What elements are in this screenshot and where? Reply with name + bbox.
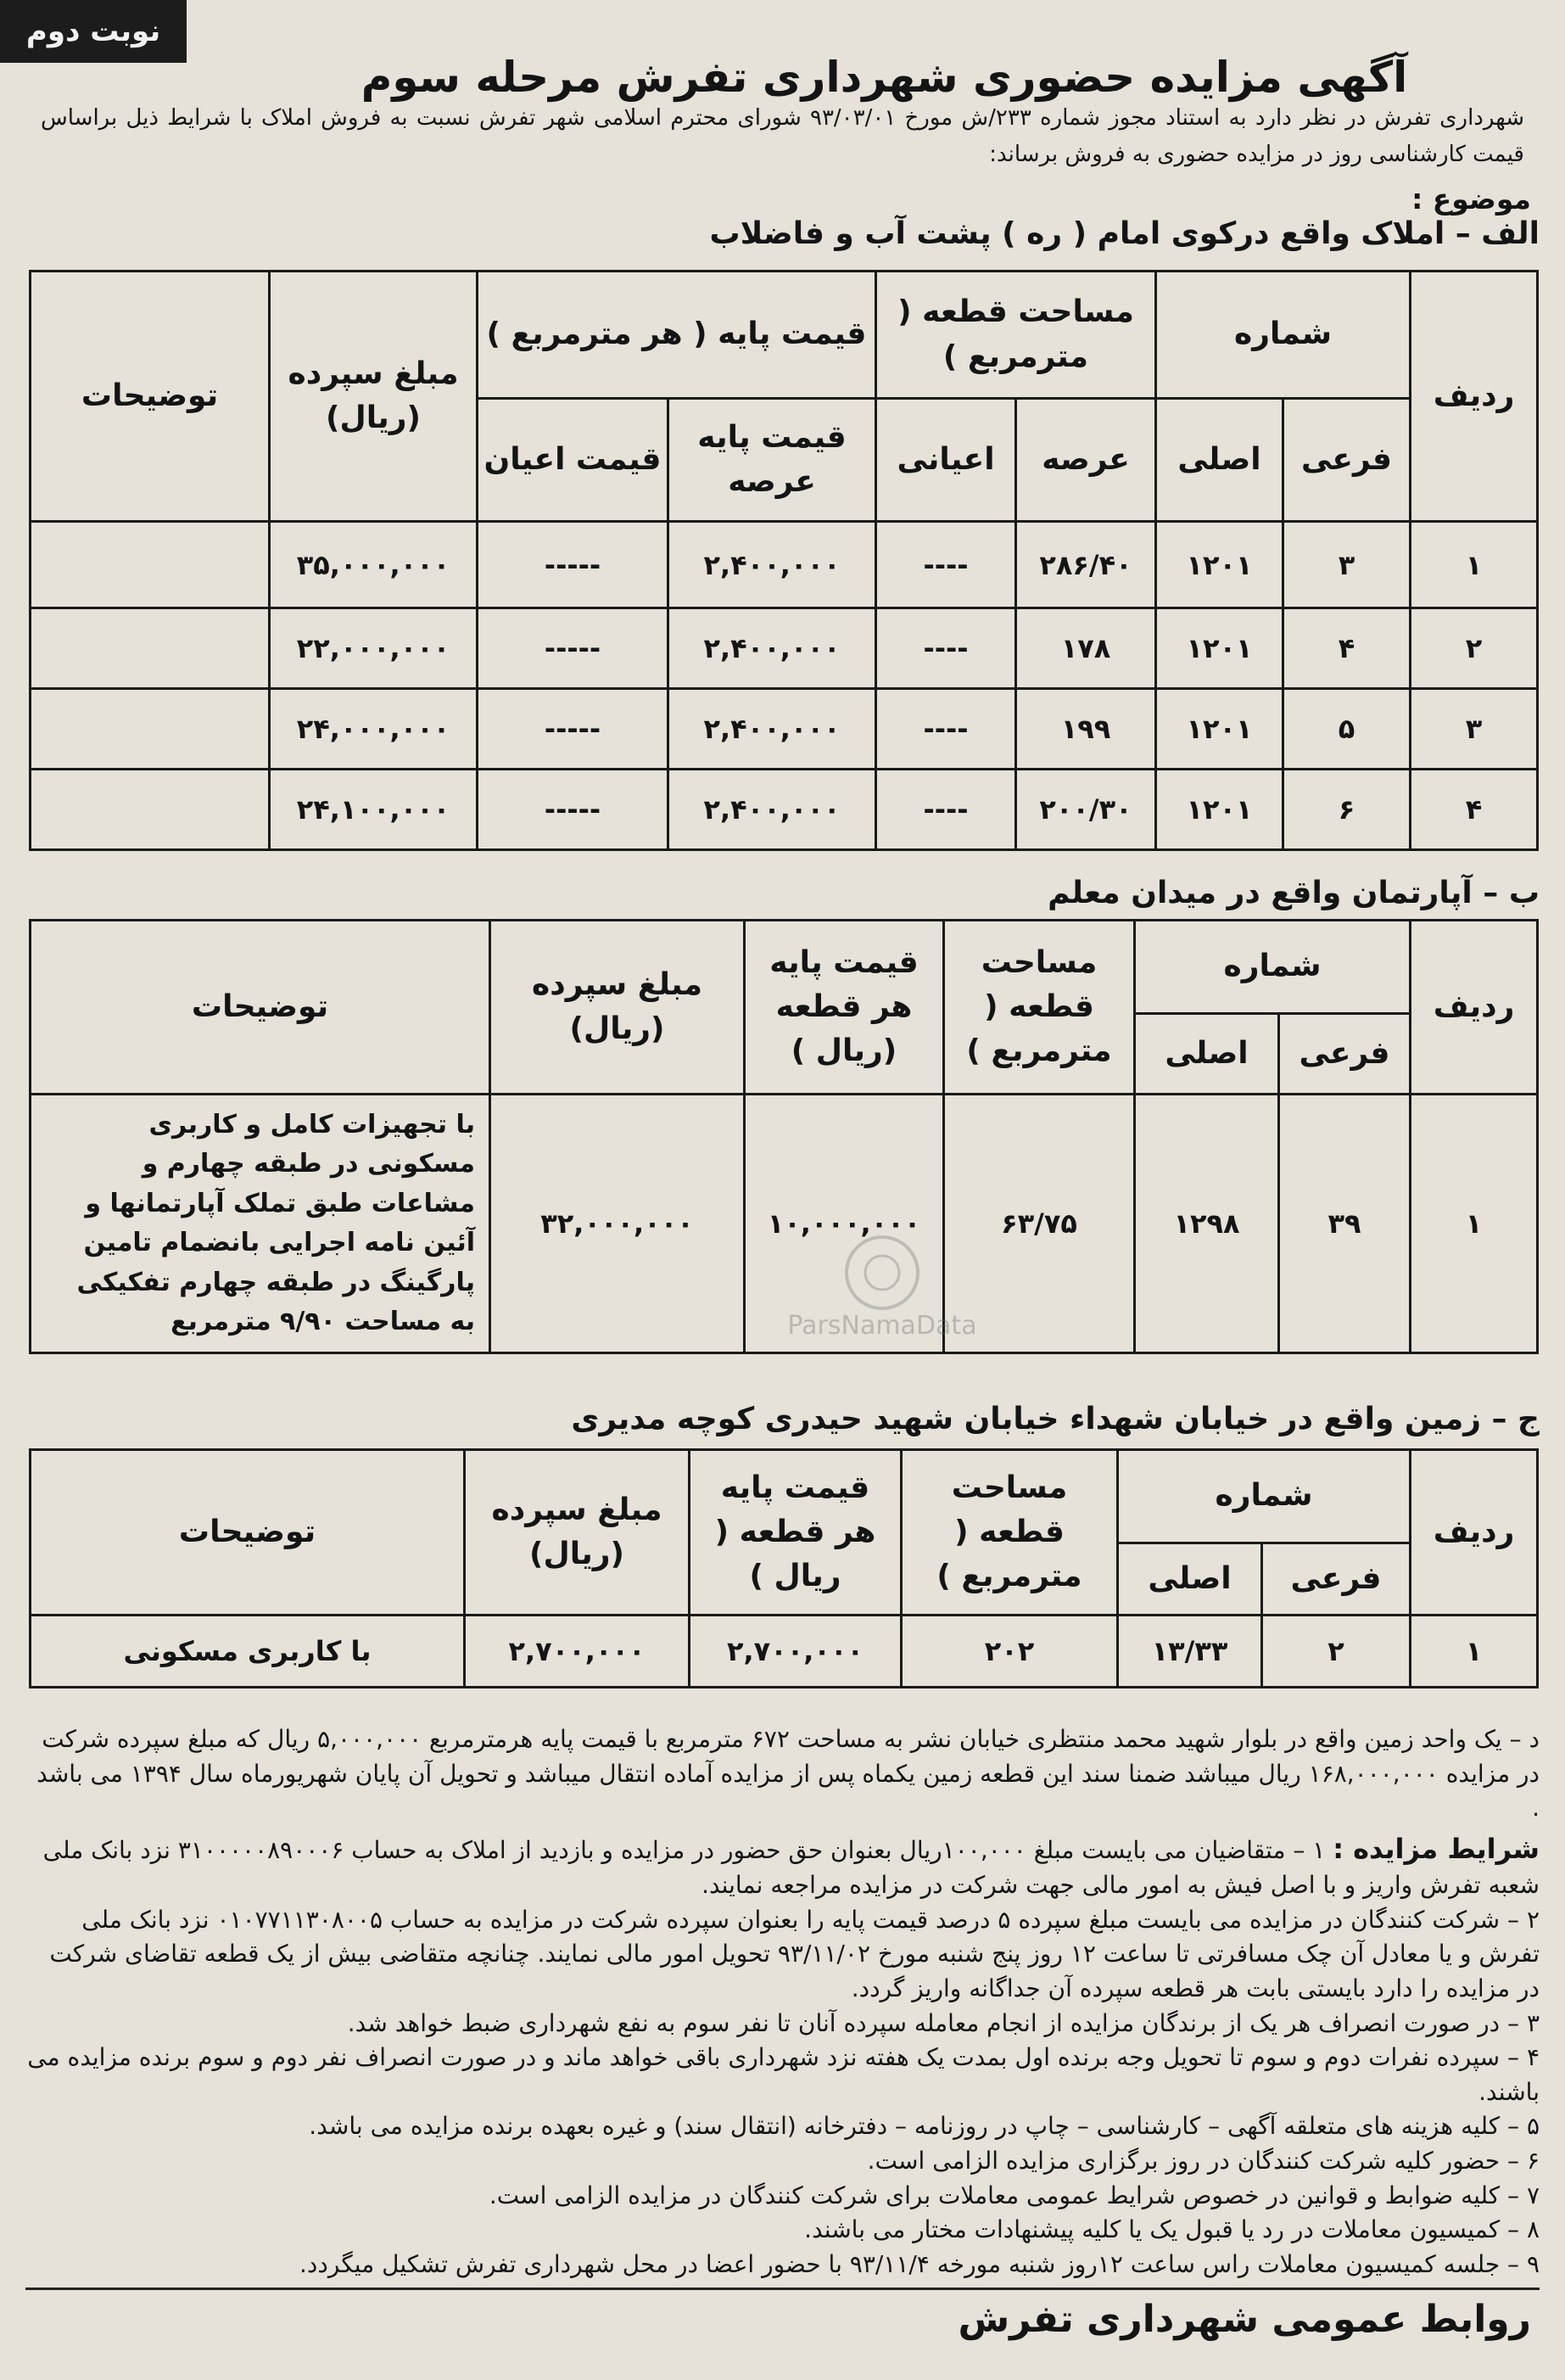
condition-item: ۳ – در صورت انصراف هر یک از برندگان مزایده از انجام معامله سپرده آنان تا نفر سوم به نفع شهرداری ضبط خواهد شد. [347,2008,1540,2037]
cell-deposit: ۲۴,۰۰۰,۰۰۰ [270,689,478,770]
cell-arsa: ۲۸۶/۴۰ [1016,522,1156,608]
condition-item: ۱ – متقاضیان می بایست مبلغ ۱۰۰,۰۰۰ریال بعنوان حق حضور در مزایده و بازدید از املاک به حساب ۳۱۰۰۰۰۰۸۹۰۰۰۶ نزد بانک ملی شعبه تفرش واریز و با اصل فیش به امور مالی جهت شرکت در مزایده مراجعه نمایند. [42,1835,1540,1900]
header-number: شماره [1156,272,1411,399]
header-arsa: عرصه [1016,399,1156,522]
table-row [31,1616,1538,1688]
condition-item: ۸ – کمیسیون معاملات در رد یا قبول یک یا کلیه پیشنهادات مختار می باشند. [804,2215,1540,2244]
table-row [31,689,1538,770]
cell-sub: ۵ [1283,689,1411,770]
section-b-title: ب – آپارتمان واقع در میدان معلم [1048,876,1540,910]
cell-ayani: ---- [876,770,1016,850]
cell-main: ۱۲۰۱ [1156,608,1283,689]
header-area: مساحت قطعه ( مترمربع ) [902,1450,1118,1616]
cell-area: ۲۰۲ [902,1616,1118,1688]
cell-deposit: ۲۴,۱۰۰,۰۰۰ [270,770,478,850]
header-area: مساحت قطعه ( مترمربع ) [876,272,1156,399]
cell-ayani: ---- [876,689,1016,770]
cell-row: ۱ [1411,1095,1538,1353]
cell-main: ۱۲۰۱ [1156,770,1283,850]
cell-main: ۱۲۰۱ [1156,522,1283,608]
cell-deposit: ۲۲,۰۰۰,۰۰۰ [270,608,478,689]
header-notes: توضیحات [31,272,270,522]
header-area: مساحت قطعه ( مترمربع ) [944,921,1135,1095]
intro-paragraph: شهرداری تفرش در نظر دارد به استناد مجوز شماره ۲۳۳/ش مورخ ۹۳/۰۳/۰۱ شورای محترم اسلامی شهر تفرش نسبت به فروش املاک با شرایط ذیل براساس قیمت کارشناسی روز در مزایده حضوری به فروش برساند: [41,105,1524,167]
header-number: شماره [1135,921,1411,1014]
cell-row: ۱ [1411,522,1538,608]
header-base-price: قیمت پایه هر قطعه (ریال ) [745,921,944,1095]
header-number: شماره [1118,1450,1411,1543]
header-row-number: ردیف [1411,272,1538,522]
cell-price-ayan: ----- [478,608,668,689]
header-notes: توضیحات [31,921,490,1095]
cell-main: ۱۲۰۱ [1156,689,1283,770]
cell-price: ۲,۷۰۰,۰۰۰ [690,1616,902,1688]
cell-row: ۳ [1411,689,1538,770]
cell-row: ۴ [1411,770,1538,850]
cell-ayani: ---- [876,522,1016,608]
page-title: آگهی مزایده حضوری شهرداری تفرش مرحله سوم [361,53,1408,102]
cell-area: ۶۳/۷۵ [944,1095,1135,1353]
cell-notes: با تجهیزات کامل و کاربری مسکونی در طبقه چهارم و مشاعات طبق تملک آپارتمانها و آئین نامه اجرایی بانضمام تامین پارگینگ در طبقه چهارم تفکیکی به مساحت ۹/۹۰ مترمربع [31,1095,490,1353]
condition-item: ۲ – شرکت کنندگان در مزایده می بایست مبلغ سپرده ۵ درصد قیمت پایه را بعنوان سپرده شرکت در مزایده به حساب ۰۱۰۷۷۱۱۳۰۸۰۰۵ نزد بانک ملی تفرش و یا معادل آن چک مسافرتی تا ساعت ۱۲ روز پنج شنبه مورخ ۹۳/۱۱/۰۲ تحویل امور مالی نمایند. چنانچه متقاضی بیش از یک قطعه تقاضای شرکت در مزایده را دارد بایستی بابت هر قطعه سپرده آن جداگانه واریز گردد. [49,1905,1540,2002]
cell-main: ۱۳/۳۳ [1118,1616,1262,1688]
cell-notes [31,522,270,608]
header-price-ayan: قیمت اعیان [478,399,668,522]
cell-price-ayan: ----- [478,689,668,770]
header-sub: فرعی [1262,1543,1411,1616]
condition-item: ۹ – جلسه کمیسیون معاملات راس ساعت ۱۲روز شنبه مورخه ۹۳/۱۱/۴ با حضور اعضا در محل شهرداری تفرش تشکیل میگردد. [299,2249,1540,2278]
section-c-title: ج – زمین واقع در خیابان شهداء خیابان شهید حیدری کوچه مدیری [571,1402,1540,1436]
header-deposit: مبلغ سپرده (ریال) [465,1450,690,1616]
cell-price: ۱۰,۰۰۰,۰۰۰ [745,1095,944,1353]
cell-deposit: ۳۵,۰۰۰,۰۰۰ [270,522,478,608]
header-ayani: اعیانی [876,399,1016,522]
header-deposit: مبلغ سپرده (ریال) [270,272,478,522]
watermark-text: ParsNamaData [787,1311,977,1341]
footer-signature: روابط عمومی شهرداری تفرش [958,2298,1531,2341]
turn-badge: نوبت دوم [0,0,187,63]
cell-arsa: ۲۰۰/۳۰ [1016,770,1156,850]
table-row [31,1095,1538,1353]
cell-price-arsa: ۲,۴۰۰,۰۰۰ [668,770,876,850]
cell-deposit: ۲,۷۰۰,۰۰۰ [465,1616,690,1688]
section-a-title: الف – املاک واقع درکوی امام ( ره ) پشت آب و فاضلاب [709,216,1540,251]
header-main: اصلی [1156,399,1283,522]
section-a-table [29,270,1539,851]
cell-sub: ۳ [1283,522,1411,608]
header-deposit: مبلغ سپرده (ریال) [490,921,745,1095]
cell-notes [31,689,270,770]
header-sub: فرعی [1283,399,1411,522]
header-row-number: ردیف [1411,921,1538,1095]
conditions-block [25,1722,1540,2282]
table-row [31,770,1538,850]
cell-notes: با کاربری مسکونی [31,1616,465,1688]
header-main: اصلی [1118,1543,1262,1616]
cell-price-arsa: ۲,۴۰۰,۰۰۰ [668,522,876,608]
condition-item: ۴ – سپرده نفرات دوم و سوم تا تحویل وجه برنده اول بمدت یک هفته نزد شهرداری باقی خواهد ماند و در صورت انصراف نفر دوم و سوم برنده مزایده می باشند. [27,2043,1540,2106]
condition-item: ۷ – کلیه ضوابط و قوانین در خصوص شرایط عمومی معاملات برای شرکت کنندگان در مزایده الزامی است. [489,2181,1540,2209]
section-b-table [29,919,1539,1354]
header-row-number: ردیف [1411,1450,1538,1616]
table-row [31,608,1538,689]
header-base-price: قیمت پایه هر قطعه ( ریال ) [690,1450,902,1616]
header-price-arsa: قیمت پایه عرصه [668,399,876,522]
condition-item: ۶ – حضور کلیه شرکت کنندگان در روز برگزاری مزایده الزامی است. [867,2146,1540,2175]
footer-divider [25,2288,1540,2290]
cell-deposit: ۳۲,۰۰۰,۰۰۰ [490,1095,745,1353]
cell-sub: ۶ [1283,770,1411,850]
header-sub: فرعی [1279,1014,1411,1095]
conditions-label: شرایط مزایده : [1333,1832,1540,1865]
cell-price-ayan: ----- [478,770,668,850]
subject-label: موضوع : [1411,182,1531,216]
header-notes: توضیحات [31,1450,465,1616]
cell-ayani: ---- [876,608,1016,689]
cell-row: ۲ [1411,608,1538,689]
cell-sub: ۲ [1262,1616,1411,1688]
header-base-price: قیمت پایه ( هر مترمربع ) [478,272,876,399]
cell-price-ayan: ----- [478,522,668,608]
section-c-table [29,1448,1539,1688]
cell-price-arsa: ۲,۴۰۰,۰۰۰ [668,689,876,770]
cell-arsa: ۱۷۸ [1016,608,1156,689]
cell-sub: ۳۹ [1279,1095,1411,1353]
header-main: اصلی [1135,1014,1279,1095]
table-row [31,522,1538,608]
cell-sub: ۴ [1283,608,1411,689]
cell-main: ۱۲۹۸ [1135,1095,1279,1353]
section-d-paragraph: د – یک واحد زمین واقع در بلوار شهید محمد منتظری خیابان نشر به مساحت ۶۷۲ مترمربع با قیمت پایه هرمترمربع ۵,۰۰۰,۰۰۰ ریال که مبلغ سپرده شرکت در مزایده ۱۶۸,۰۰۰,۰۰۰ ریال میباشد ضمنا سند این قطعه زمین یکماه پس از مزایده آماده انتقال میباشد و تحویل آن پایان شهریورماه سال ۱۳۹۴ می باشد . [36,1725,1540,1823]
cell-row: ۱ [1411,1616,1538,1688]
cell-arsa: ۱۹۹ [1016,689,1156,770]
cell-notes [31,770,270,850]
cell-price-arsa: ۲,۴۰۰,۰۰۰ [668,608,876,689]
condition-item: ۵ – کلیه هزینه های متعلقه آگهی – کارشناسی – چاپ در روزنامه – دفترخانه (انتقال سند) و غیره بعهده برنده مزایده می باشد. [309,2112,1540,2141]
cell-notes [31,608,270,689]
